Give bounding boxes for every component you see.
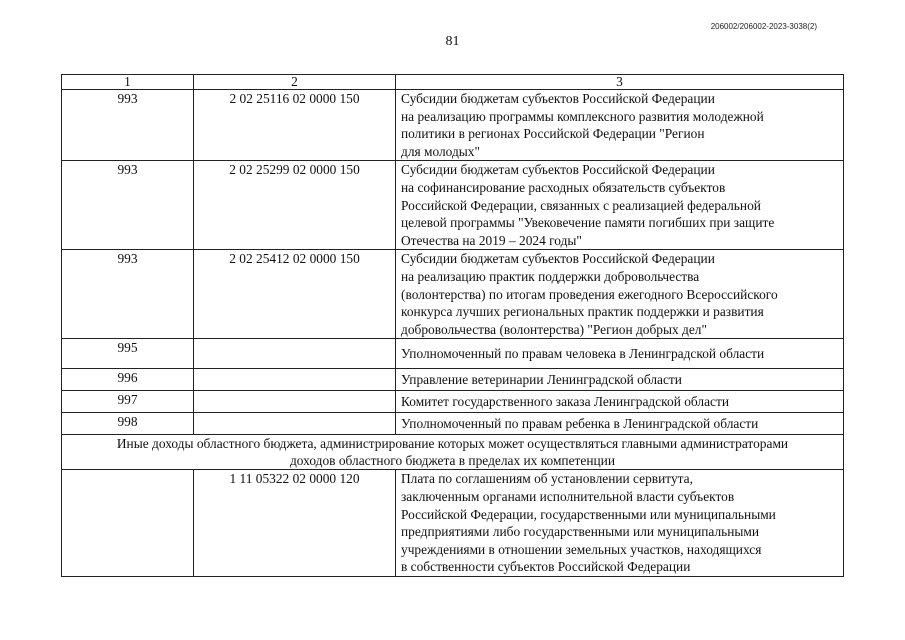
table-row	[62, 250, 844, 339]
description-line: заключенным органами исполнительной власти субъектов	[401, 488, 735, 504]
document-reference: 206002/206002-2023-3038(2)	[710, 22, 817, 31]
admin-code-cell: 997	[62, 391, 194, 413]
admin-code-cell: 996	[62, 369, 194, 391]
description-cell	[396, 470, 844, 577]
column-header-3: 3	[396, 75, 844, 90]
section-heading-row	[62, 435, 844, 470]
description-line: на реализацию практик поддержки добровольчества	[401, 268, 700, 284]
description-line: политики в регионах Российской Федерации "Регион	[401, 126, 705, 142]
admin-code-cell: 993	[62, 90, 194, 161]
description-cell	[396, 90, 844, 161]
description-cell	[396, 369, 844, 391]
description-line: Субсидии бюджетам субъектов Российской Федерации	[401, 91, 715, 106]
table-row	[62, 369, 844, 391]
description-line: (волонтерства) по итогам проведения ежегодного Всероссийского	[401, 286, 778, 302]
description-cell	[396, 391, 844, 413]
description-line: учреждениями в отношении земельных участков, находящихся	[401, 541, 762, 557]
description-line: в собственности субъектов Российской Федерации	[401, 559, 691, 575]
description-line: Российской Федерации, связанных с реализацией федеральной	[401, 197, 761, 213]
description-line: предприятиями либо государственными или муниципальными	[401, 524, 760, 540]
description-line: Субсидии бюджетам субъектов Российской Федерации	[401, 251, 715, 267]
revenue-code-cell	[194, 391, 396, 413]
description-line: на софинансирование расходных обязательств субъектов	[401, 179, 726, 195]
description-line: Уполномоченный по правам ребенка в Ленинградской области	[401, 416, 759, 432]
table-header-row	[62, 75, 844, 90]
description-line: для молодых"	[401, 143, 480, 159]
revenue-code-cell: 2 02 25116 02 0000 150	[194, 90, 396, 161]
description-cell	[396, 339, 844, 369]
revenue-code-cell	[194, 369, 396, 391]
revenue-code-cell	[194, 339, 396, 369]
description-line: Уполномоченный по правам человека в Ленинградской области	[401, 346, 765, 362]
admin-code-cell	[62, 470, 194, 577]
admin-code-cell: 998	[62, 413, 194, 435]
revenue-code-cell: 1 11 05322 02 0000 120	[194, 470, 396, 577]
table-row	[62, 470, 844, 577]
admin-code-cell: 993	[62, 161, 194, 250]
table-row	[62, 161, 844, 250]
admin-code-cell: 995	[62, 339, 194, 369]
description-cell	[396, 161, 844, 250]
admin-code-cell: 993	[62, 250, 194, 339]
description-line: целевой программы "Увековечение памяти погибших при защите	[401, 215, 775, 231]
description-cell	[396, 413, 844, 435]
table-row	[62, 391, 844, 413]
revenue-code-cell: 2 02 25299 02 0000 150	[194, 161, 396, 250]
section-heading-line: Иные доходы областного бюджета, администрирование которых может осуществляться главными администраторами	[116, 436, 789, 452]
page-number: 81	[445, 34, 460, 49]
column-header-2: 2	[194, 75, 396, 90]
description-line: Плата по соглашениям об установлении сервитута,	[401, 471, 693, 487]
description-line: Комитет государственного заказа Ленинградской области	[401, 394, 729, 410]
table-row	[62, 339, 844, 369]
description-line: на реализацию программы комплексного развития молодежной	[401, 108, 764, 124]
section-heading	[62, 435, 844, 470]
description-line: Российской Федерации, государственными или муниципальными	[401, 506, 776, 522]
column-header-1: 1	[62, 75, 194, 90]
description-line: Отечества на 2019 – 2024 годы"	[401, 232, 582, 248]
table-row	[62, 413, 844, 435]
description-line: добровольчества (волонтерства) "Регион добрых дел"	[401, 321, 707, 337]
description-line: Субсидии бюджетам субъектов Российской Федерации	[401, 162, 715, 178]
revenue-code-cell	[194, 413, 396, 435]
description-line: Управление ветеринарии Ленинградской области	[401, 372, 682, 388]
description-cell	[396, 250, 844, 339]
section-heading-line: доходов областного бюджета в пределах их компетенции	[289, 453, 616, 469]
revenue-code-cell: 2 02 25412 02 0000 150	[194, 250, 396, 339]
table-row	[62, 90, 844, 161]
description-line: конкурса лучших региональных практик поддержки и развития	[401, 304, 764, 320]
revenue-table	[61, 74, 844, 577]
